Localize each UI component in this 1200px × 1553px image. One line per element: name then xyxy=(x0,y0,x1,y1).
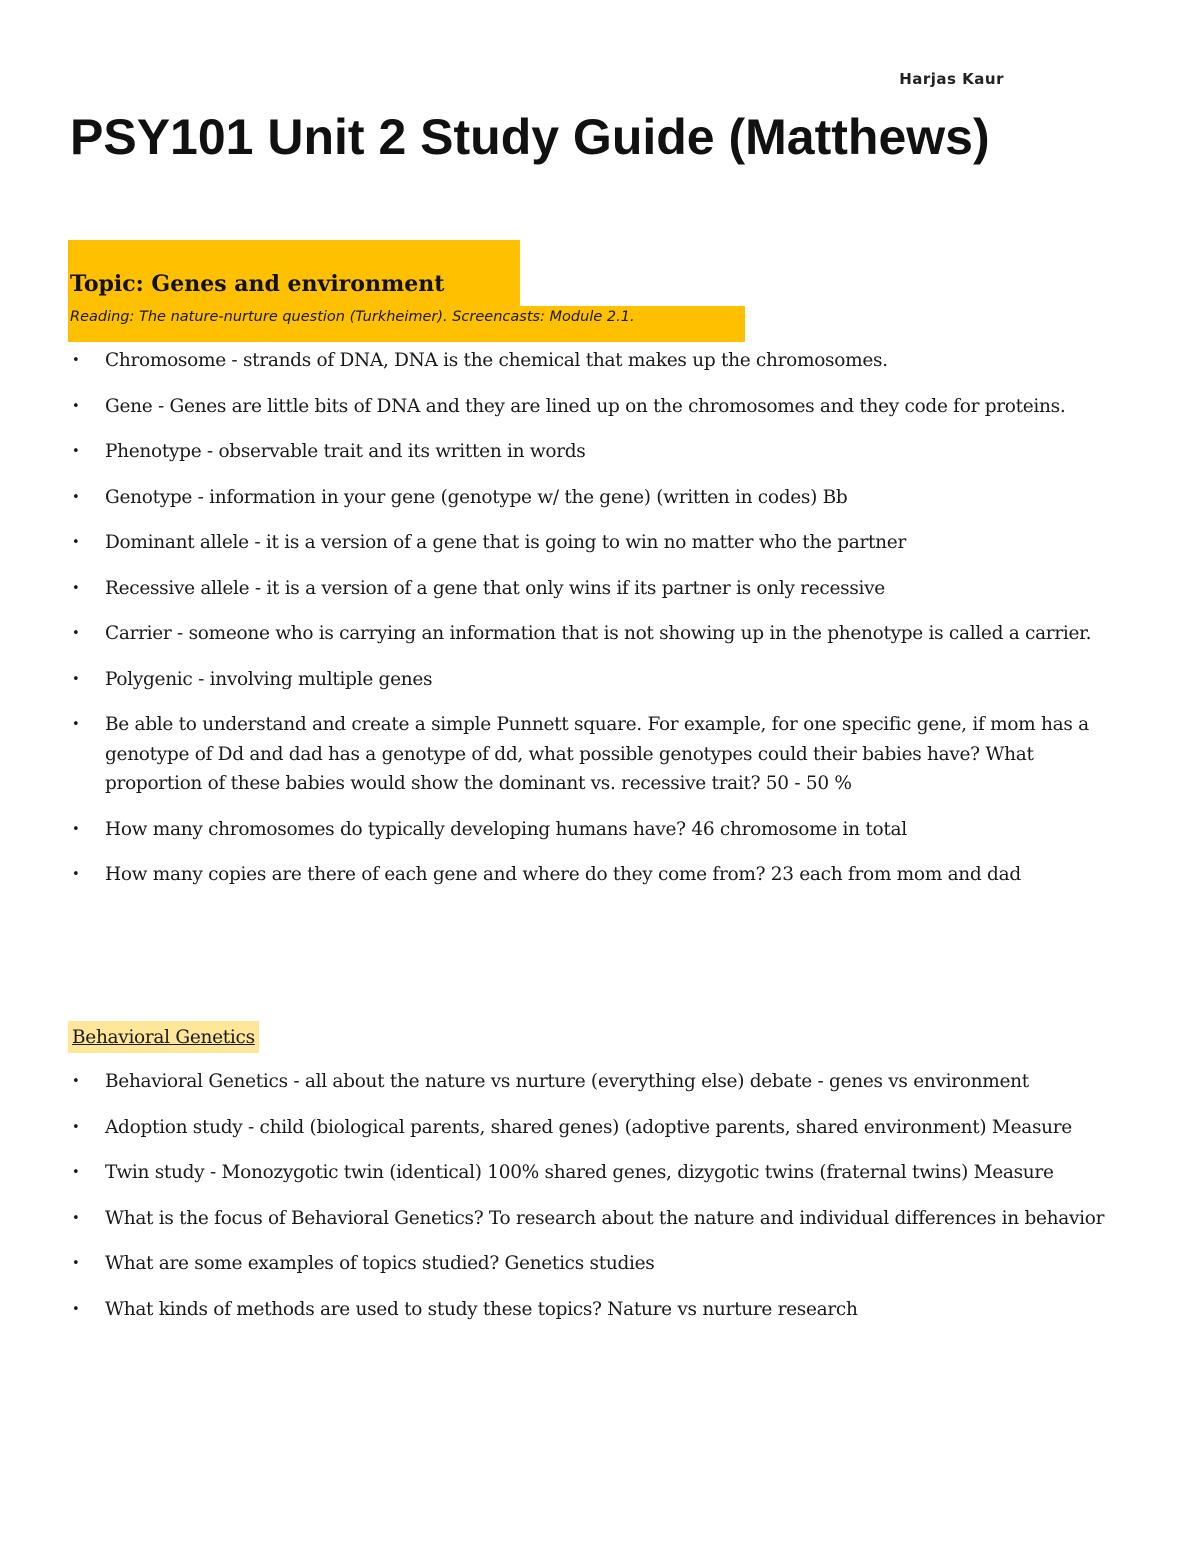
list-item-text: Recessive allele - it is a version of a gene that only wins if its partner is only recessive xyxy=(105,577,885,599)
page-title: PSY101 Unit 2 Study Guide (Matthews) xyxy=(70,109,990,165)
bullet-icon: • xyxy=(72,671,80,687)
list-item xyxy=(0,1249,1200,1279)
list-item xyxy=(0,665,1200,695)
list-item xyxy=(0,1113,1200,1143)
list-item xyxy=(0,1158,1200,1188)
list-item-text: Chromosome - strands of DNA, DNA is the chemical that makes up the chromosomes. xyxy=(105,350,888,371)
bullet-icon: • xyxy=(72,1301,80,1317)
bullet-icon: • xyxy=(72,535,80,550)
list-item-text: Twin study - Monozygotic twin (identical) 100% shared genes, dizygotic twins (fraternal twins) Measure xyxy=(105,1162,1054,1183)
topic-reading: Reading: The nature-nurture question (Turkheimer). Screencasts: Module 2.1. xyxy=(70,309,635,325)
list-item-text: How many chromosomes do typically developing humans have? 46 chromosome in total xyxy=(105,818,907,840)
list-item-text: Genotype - information in your gene (genotype w/ the gene) (written in codes) Bb xyxy=(105,486,848,508)
list-item xyxy=(0,574,1200,604)
list-item xyxy=(0,619,1200,649)
list-item-text: Gene - Genes are little bits of DNA and they are lined up on the chromosomes and they code for proteins. xyxy=(105,395,1066,417)
list-item xyxy=(0,392,1200,422)
list-item-text: How many copies are there of each gene and where do they come from? 23 each from mom and dad xyxy=(105,864,1021,885)
list-item-text: What is the focus of Behavioral Genetics? To research about the nature and individual differences in behavior xyxy=(105,1207,1105,1229)
list-item-text: Adoption study - child (biological parents, shared genes) (adoptive parents, shared environment) Measure xyxy=(105,1116,1072,1138)
list-item-text: What kinds of methods are used to study these topics? Nature vs nurture research xyxy=(105,1298,858,1320)
author-name: Harjas Kaur xyxy=(899,70,1004,88)
list-item xyxy=(0,860,1200,890)
list-item-text: Be able to understand and create a simple Punnett square. For example, for one specific gene, if mom has a genotype of Dd and dad has a genotype of dd, what possible genotypes could their babies have? What proportion of these babies would show the dominant vs. recessive trait? 50 - 50 % xyxy=(105,714,1089,794)
bullet-icon: • xyxy=(72,398,80,414)
list-item-text: Behavioral Genetics - all about the nature vs nurture (everything else) debate - genes vs environment xyxy=(105,1071,1029,1092)
bullet-icon: • xyxy=(72,580,80,596)
list-item xyxy=(0,528,1200,558)
list-item-text: Phenotype - observable trait and its written in words xyxy=(105,441,586,462)
list-item xyxy=(0,483,1200,513)
bullet-icon: • xyxy=(72,1210,80,1226)
bullet-icon: • xyxy=(72,821,80,837)
list-item xyxy=(0,815,1200,845)
bullet-icon: • xyxy=(72,1119,80,1135)
section-heading-behavioral-genetics: Behavioral Genetics xyxy=(68,1021,259,1053)
list-item xyxy=(0,437,1200,467)
bullet-icon: • xyxy=(72,717,80,732)
topic-heading: Topic: Genes and environment xyxy=(70,271,445,297)
list-item xyxy=(0,346,1200,376)
list-item-text: Carrier - someone who is carrying an information that is not showing up in the phenotype is called a carrier. xyxy=(105,623,1092,644)
list-item-text: What are some examples of topics studied? Genetics studies xyxy=(105,1253,655,1274)
bullet-icon: • xyxy=(72,626,80,641)
bullet-icon: • xyxy=(72,1256,80,1271)
bullet-icon: • xyxy=(72,1165,80,1180)
bullet-icon: • xyxy=(72,353,80,368)
bullet-icon: • xyxy=(72,489,80,505)
list-item xyxy=(0,1204,1200,1234)
behavioral-genetics-list xyxy=(0,1067,1200,1340)
genes-list xyxy=(0,346,1200,906)
bullet-icon: • xyxy=(72,1074,80,1089)
list-item-text: Polygenic - involving multiple genes xyxy=(105,668,433,690)
bullet-icon: • xyxy=(72,867,80,882)
list-item xyxy=(0,1067,1200,1097)
list-item-text: Dominant allele - it is a version of a gene that is going to win no matter who the partner xyxy=(105,532,906,553)
list-item xyxy=(0,1295,1200,1325)
bullet-icon: • xyxy=(72,444,80,459)
list-item xyxy=(0,710,1200,799)
